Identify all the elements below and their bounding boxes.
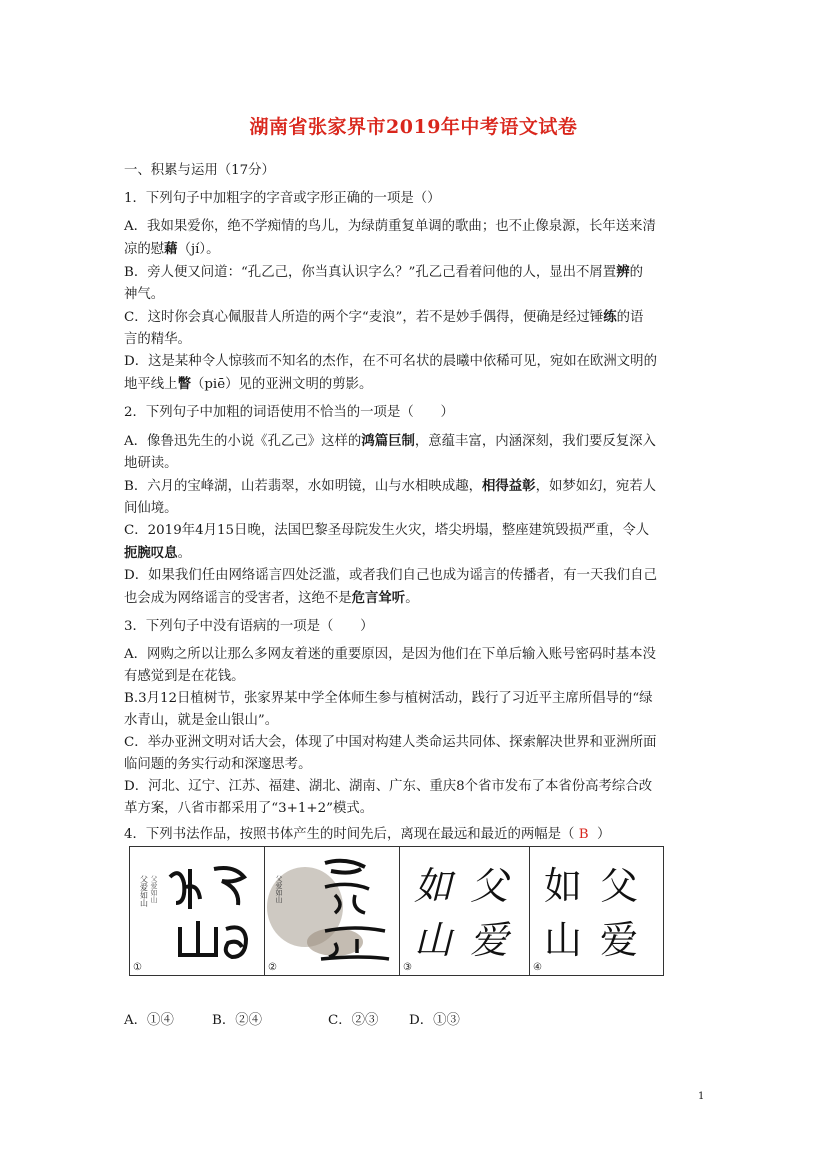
q2-option-b: B．六月的宝峰湖，山若翡翠，水如明镜，山与水相映成趣，相得益彰，如梦如幻，宛若人 间仙境。 bbox=[124, 478, 657, 516]
panel-2-number: ② bbox=[268, 962, 277, 973]
question-1-options bbox=[124, 216, 704, 396]
panel-4-number: ④ bbox=[533, 962, 542, 973]
calligraphy-panel-1 bbox=[129, 846, 266, 976]
page-number: 1 bbox=[698, 1091, 705, 1102]
svg-text:父: 父 bbox=[470, 864, 509, 908]
question-4-options bbox=[124, 1009, 460, 1028]
panel-2-side-text: 父爱如山 bbox=[275, 875, 283, 903]
question-1-stem: 1．下列句子中加粗字的字音或字形正确的一项是（） bbox=[124, 191, 441, 206]
q4-option-a: A．①④ bbox=[124, 1013, 174, 1028]
regular-script-image bbox=[530, 847, 663, 975]
q1-option-c: C．这时你会真心佩服昔人所造的两个字“麦浪”，若不是妙手偶得，便确是经过锤练的语 言的精华。 bbox=[124, 309, 644, 347]
question-3-options bbox=[124, 644, 704, 820]
q4-option-c: C．②③ bbox=[328, 1013, 379, 1028]
section-heading: 一、积累与运用（17分） bbox=[124, 163, 275, 178]
seal-script-image bbox=[130, 847, 265, 975]
page-title: 湖南省张家界市2019年中考语文试卷 bbox=[249, 116, 578, 138]
q1-option-a: A．我如果爱你，绝不学痴情的鸟儿，为绿荫重复单调的歌曲；也不止像泉源，长年送来清 凉的慰藉（jí）。 bbox=[124, 219, 656, 257]
q2-option-d: D．如果我们任由网络谣言四处泛滥，或者我们自己也成为谣言的传播者，有一天我们自己 也会成为网络谣言的受害者，这绝不是危言耸听。 bbox=[124, 568, 657, 606]
panel-1-side-text: 父爱如山 bbox=[139, 875, 149, 907]
q3-option-d: D．河北、辽宁、江苏、福建、湖北、湖南、广东、重庆8个省市发布了本省份高考综合改 革方案，八省市都采用了“3+1+2”模式。 bbox=[124, 779, 653, 816]
q3-option-a: A．网购之所以让那么多网友着迷的重要原因，是因为他们在下单后输入账号密码时基本没 有感觉到是在花钱。 bbox=[124, 647, 656, 684]
calligraphy-panel-3 bbox=[399, 846, 531, 976]
svg-text:山: 山 bbox=[414, 918, 453, 962]
calligraphy-panel-4 bbox=[529, 846, 664, 976]
q3-option-b: B.3月12日植树节，张家界某中学全体师生参与植树活动，践行了习近平主席所倡导的“绿 水青山，就是金山银山”。 bbox=[124, 691, 653, 728]
question-2-options bbox=[124, 430, 704, 610]
q1-option-b: B．旁人便又问道：“孔乙己，你当真认识字么？”孔乙己看着问他的人，显出不屑置辨的 神气。 bbox=[124, 264, 643, 302]
panel-1-number: ① bbox=[133, 962, 142, 973]
running-script-image bbox=[400, 847, 530, 975]
svg-text:爱: 爱 bbox=[470, 918, 509, 962]
question-3-stem: 3．下列句子中没有语病的一项是（ ） bbox=[124, 619, 374, 634]
svg-text:如: 如 bbox=[544, 864, 583, 908]
q2-option-c: C．2019年4月15日晚，法国巴黎圣母院发生火灾，塔尖坍塌，整座建筑毁损严重，令人 扼腕叹息。 bbox=[124, 523, 650, 561]
answer-mark: B bbox=[578, 827, 589, 842]
svg-text:山: 山 bbox=[544, 918, 583, 962]
calligraphy-panel-2 bbox=[264, 846, 401, 976]
svg-text:爱: 爱 bbox=[600, 918, 639, 962]
q3-option-c: C．举办亚洲文明对话大会，体现了中国对构建人类命运共同体、探索解决世界和亚洲所面 临问题的务实行动和深邃思考。 bbox=[124, 735, 657, 772]
brush-script-image bbox=[265, 847, 400, 975]
q4-option-d: D．①③ bbox=[409, 1013, 460, 1028]
svg-text:父: 父 bbox=[600, 864, 639, 908]
question-2-stem: 2．下列句子中加粗的词语使用不恰当的一项是（ ） bbox=[124, 405, 454, 420]
q2-option-a: A．像鲁迅先生的小说《孔乙己》这样的鸿篇巨制，意蕴丰富，内涵深刻，我们要反复深入 地研读。 bbox=[124, 433, 656, 471]
question-4-stem: 4．下列书法作品，按照书体产生的时间先后，离现在最远和最近的两幅是（ B ） bbox=[124, 827, 611, 842]
q4-option-b: B．②④ bbox=[212, 1013, 263, 1028]
q1-option-d: D．这是某种令人惊骇而不知名的杰作，在不可名状的晨曦中依稀可见，宛如在欧洲文明的 地平线上瞥（piē）见的亚洲文明的剪影。 bbox=[124, 354, 657, 392]
exam-content bbox=[124, 160, 704, 846]
panel-1-side-text-2: 父爱如山 bbox=[150, 875, 158, 903]
panel-3-number: ③ bbox=[403, 962, 412, 973]
svg-text:如: 如 bbox=[414, 864, 453, 908]
calligraphy-figure bbox=[124, 846, 664, 986]
